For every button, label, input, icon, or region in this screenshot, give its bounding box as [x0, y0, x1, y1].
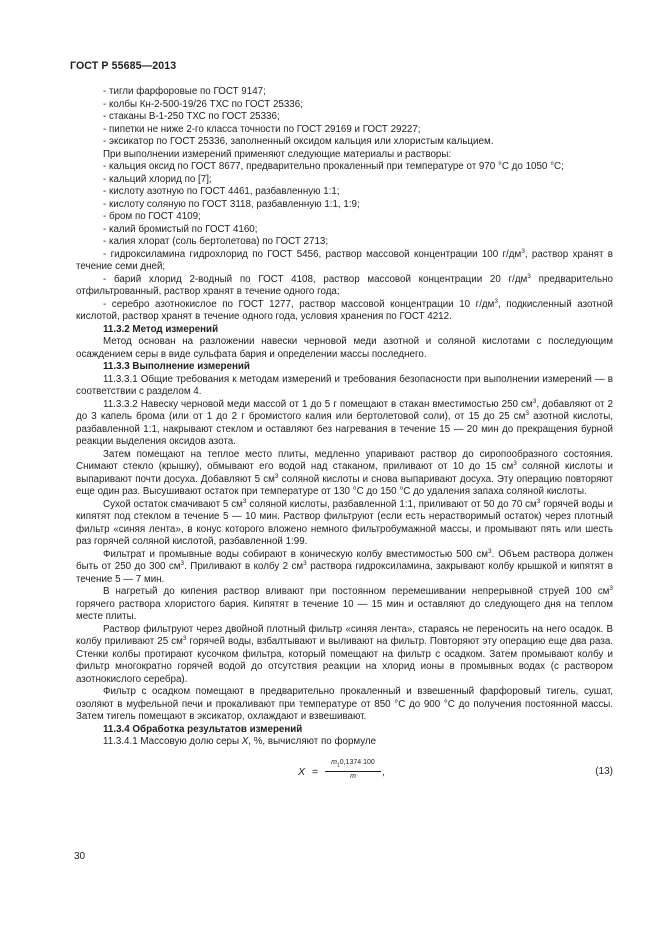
- paragraph: В нагретый до кипения раствор вливают при постоянном перемешивании непрерывной струей 100 $см^3$ горячего раствора хлористого бария. Кипятят в течение 10 — 15 мин и оставляют до следующего дня на теплом месте плиты.: [76, 585, 613, 622]
- equipment-item: - пипетки не ниже 2-го класса точности по ГОСТ 29169 и ГОСТ 29227;: [103, 123, 421, 135]
- paragraph: 11.3.4.1 Массовую долю серы X, %, вычисляют по формуле: [103, 736, 377, 747]
- material-item: - кислоту соляную по ГОСТ 3118, разбавленную 1:1, 1:9;: [103, 198, 360, 210]
- paragraph: Раствор фильтруют через двойной плотный фильтр «синяя лента», стараясь не переносить на него осадок. В колбу приливают 25 $см^3$ горячей воды, взбалтывают и выливают на фильтр. Повторяют эту операцию еще два раза. Стенки колбы протирают кусочком фильтра, который помещают на фильтр с осадком. Затем промывают колбу и фильтр многократно горячей водой до отсутствия реакции на хлорид ионы в промывных водах (с раствором азотнокислого серебра).: [76, 623, 613, 685]
- material-item-hydroxylamine: - гидроксиламина гидрохлорид по ГОСТ 5456, раствор массовой концентрации 100 $г/дм^3$, раствор хранят в течение семи дней;: [76, 247, 613, 272]
- formula-lhs: X: [298, 765, 306, 778]
- formula-13: [76, 757, 613, 785]
- section-heading-11-3-4: 11.3.4 Обработка результатов измерений: [103, 723, 303, 735]
- paragraph: Фильтрат и промывные воды собирают в коническую колбу вместимостью 500 $см^3$. Объем раствора должен быть от 250 до 300 $см^3$. Приливают в колбу 2 $см^3$ раствора гидроксиламина, закрывают колбу крышкой и кипятят в течение 5 — 7 мин.: [76, 547, 613, 585]
- equipment-item: - тигли фарфоровые по ГОСТ 9147;: [103, 86, 266, 97]
- material-item: - кальций хлорид по [7];: [103, 173, 212, 185]
- formula-comma: ,: [382, 766, 385, 778]
- paragraph: 11.3.3.2 Навеску черновой меди массой от 1 до 5 г помещают в стакан вместимостью 250 $см^3$, добавляют от 2 до 3 капель брома (или от 1 до 2 г бромистого калия или бертолетовой соли), от 15 до 25 $см^3$ азотной кислоты, разбавленной 1:1, накрывают стеклом и оставляют без нагревания в течение 15 — 20 мин до прекращения бурной реакции выделения оксидов азота.: [76, 397, 613, 447]
- standard-header: ГОСТ Р 55685—2013: [70, 60, 177, 72]
- formula-number: (13): [595, 765, 613, 777]
- section-heading-11-3-2: 11.3.2 Метод измерений: [103, 323, 219, 335]
- page-content: [76, 86, 613, 785]
- formula-fraction: [325, 758, 381, 781]
- material-item-silver: - серебро азотнокислое по ГОСТ 1277, раствор массовой концентрации 10 $г/дм^3$, подкисленный азотной кислотой, раствор хранят в течение одного года, условия хранения по ГОСТ 4212.: [76, 297, 613, 322]
- material-item-barium: - барий хлорид 2-водный по ГОСТ 4108, раствор массовой концентрации 20 $г/дм^3$ предварительно отфильтрованный, раствор хранят в течение одного года;: [76, 272, 613, 297]
- formula-equals: =: [312, 765, 319, 778]
- material-item: - калий бромистый по ГОСТ 4160;: [103, 223, 258, 235]
- equipment-item: - эксикатор по ГОСТ 25336, заполненный оксидом кальция или хлористым кальцием.: [103, 136, 494, 147]
- paragraph: Фильтр с осадком помещают в предварительно прокаленный и взвешенный фарфоровый тигель, сушат, озоляют в муфельной печи и прокаливают при температуре от 850 °С до 900 °С до получения постоянной массы. Затем тигель помещают в эксикатор, охлаждают и взвешивают.: [76, 686, 613, 722]
- paragraph: Метод основан на разложении навески черновой меди азотной и соляной кислотами с последующим осаждением серы в виде сульфата бария и определении массы последнего.: [76, 336, 613, 360]
- page-number: 30: [74, 851, 86, 862]
- material-item: - кислоту азотную по ГОСТ 4461, разбавленную 1:1;: [103, 186, 340, 197]
- formula-numerator: $m_10,1374$ 100: [325, 758, 381, 772]
- paragraph: Затем помещают на теплое место плиты, медленно упаривают раствор до сиропообразного состояния. Снимают стекло (крышку), обмывают его водой над стаканом, приливают от 10 до 15 $см^3$ соляной кислоты и выпаривают почти досуха. Добавляют 5 $см^3$ соляной кислоты и снова выпаривают досуха. Эту операцию повторяют еще один раз. Высушивают остаток при температуре от 130 °С до 150 °С до удаления запаха соляной кислоты.: [76, 448, 614, 497]
- formula-denominator: m: [350, 772, 356, 780]
- material-item: - калия хлорат (соль бертолетова) по ГОСТ 2713;: [103, 236, 329, 247]
- paragraph: Сухой остаток смачивают 5 $см^3$ соляной кислоты, разбавленной 1:1, приливают от 50 до 70 $см^3$ горячей воды и кипятят под стеклом в течение 5 — 10 мин. Раствор фильтруют (если есть нерастворимый остаток) через плотный фильтр «синяя лента», в конус которого вложено немного фильтробумажной массы, и промывают пять или шесть раз горячей соляной кислотой, разбавленной 1:99.: [76, 497, 613, 547]
- materials-intro: При выполнении измерений применяют следующие материалы и растворы:: [103, 148, 452, 160]
- material-item: - кальция оксид по ГОСТ 8677, предварительно прокаленный при температуре от 970 °С до 1050 °С;: [103, 161, 564, 172]
- equipment-item: - стаканы В-1-250 ТХС по ГОСТ 25336;: [103, 111, 280, 122]
- material-item: - бром по ГОСТ 4109;: [103, 211, 201, 222]
- section-heading-11-3-3: 11.3.3 Выполнение измерений: [103, 361, 250, 372]
- equipment-item: - колбы Кн-2-500-19/26 ТХС по ГОСТ 25336;: [103, 98, 303, 110]
- paragraph: 11.3.3.1 Общие требования к методам измерений и требования безопасности при выполнении измерений — в соответствии с разделом 4.: [76, 373, 613, 397]
